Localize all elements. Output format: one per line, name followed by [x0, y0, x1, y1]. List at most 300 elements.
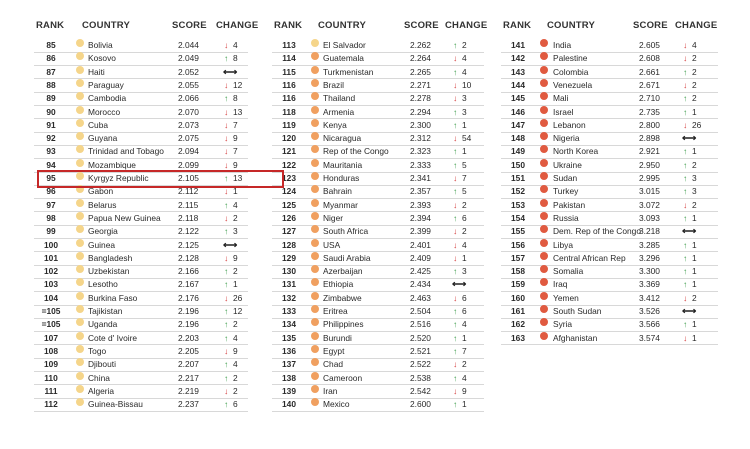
table-row — [505, 159, 730, 172]
score-cell: 2.237 — [178, 399, 199, 410]
arrow-down-icon: ↓ — [224, 385, 229, 396]
score-cell: 2.995 — [639, 173, 660, 183]
change-cell: 1 — [692, 239, 697, 250]
score-cell: 3.526 — [639, 306, 660, 316]
score-cell: 3.285 — [639, 239, 660, 250]
header-rank: RANK — [36, 20, 65, 31]
score-cell: 3.093 — [639, 212, 660, 223]
score-cell: 2.605 — [639, 40, 660, 50]
arrow-down-icon: ↓ — [683, 40, 688, 50]
score-cell: 2.608 — [639, 53, 660, 64]
country-cell: Trinidad and Tobago — [88, 146, 164, 157]
rank-cell: 116 — [282, 79, 296, 90]
score-cell: 2.300 — [410, 119, 431, 130]
score-cell: 2.393 — [410, 199, 431, 210]
arrow-down-icon: ↓ — [453, 173, 458, 183]
arrow-up-icon: ↑ — [224, 199, 229, 210]
header-country: COUNTRY — [82, 20, 131, 31]
rank-cell: 150 — [511, 159, 525, 170]
peace-level-dot — [76, 225, 84, 233]
rank-cell: 120 — [282, 133, 296, 144]
table-row — [38, 372, 260, 385]
score-cell: 2.357 — [410, 186, 431, 197]
table-row — [276, 79, 496, 92]
country-cell: Colombia — [553, 66, 589, 77]
score-cell: 2.075 — [178, 133, 199, 144]
country-cell: Guinea — [88, 239, 116, 250]
table-row — [276, 39, 496, 52]
change-cell: 6 — [233, 399, 238, 410]
table-row — [276, 292, 496, 305]
arrow-both-icon: ⟷ — [452, 279, 467, 291]
rank-cell: 108 — [44, 345, 58, 356]
arrow-up-icon: ↑ — [683, 239, 688, 250]
change-cell: 4 — [233, 199, 238, 210]
arrow-up-icon: ↑ — [683, 252, 688, 263]
arrow-up-icon: ↑ — [224, 226, 229, 237]
change-cell: 3 — [462, 266, 467, 277]
arrow-up-icon: ↑ — [453, 119, 458, 130]
score-cell: 2.196 — [178, 319, 199, 330]
peace-level-dot — [311, 185, 319, 193]
change-cell: 2 — [692, 79, 697, 90]
peace-level-dot — [76, 252, 84, 260]
header-change: CHANGE — [216, 20, 259, 31]
score-cell: 2.341 — [410, 173, 431, 183]
ranking-column-2 — [276, 0, 496, 449]
score-cell: 2.294 — [410, 106, 431, 117]
table-row — [505, 132, 730, 145]
score-cell: 2.264 — [410, 53, 431, 64]
country-cell: Nigeria — [553, 133, 580, 144]
change-cell: 12 — [233, 79, 243, 90]
arrow-up-icon: ↑ — [683, 266, 688, 277]
rank-cell: 161 — [511, 306, 525, 316]
country-cell: Turkey — [553, 186, 579, 197]
arrow-down-icon: ↓ — [224, 40, 229, 50]
country-cell: Djibouti — [88, 359, 116, 370]
arrow-both-icon: ⟷ — [682, 133, 697, 145]
country-cell: Iraq — [553, 279, 568, 290]
peace-level-dot — [311, 66, 319, 74]
rank-cell: 131 — [282, 279, 296, 290]
change-cell: 1 — [462, 146, 467, 157]
peace-level-dot — [540, 225, 548, 233]
arrow-down-icon: ↓ — [453, 93, 458, 104]
country-cell: Nicaragua — [323, 133, 362, 144]
score-cell: 2.262 — [410, 40, 431, 50]
arrow-up-icon: ↑ — [683, 319, 688, 330]
table-row — [38, 199, 260, 212]
score-cell: 2.205 — [178, 345, 199, 356]
rank-cell: 158 — [511, 266, 525, 277]
arrow-down-icon: ↓ — [224, 106, 229, 117]
table-row — [38, 345, 260, 358]
rank-cell: 93 — [46, 146, 56, 157]
score-cell: 2.265 — [410, 66, 431, 77]
score-cell: 2.176 — [178, 292, 199, 303]
country-cell: El Salvador — [323, 40, 366, 50]
peace-level-dot — [311, 106, 319, 114]
score-cell: 2.099 — [178, 159, 199, 170]
peace-level-dot — [76, 212, 84, 220]
score-cell: 2.399 — [410, 226, 431, 237]
change-cell: 4 — [462, 53, 467, 64]
country-cell: Thailand — [323, 93, 356, 104]
arrow-up-icon: ↑ — [224, 173, 229, 183]
table-row — [38, 318, 260, 331]
arrow-down-icon: ↓ — [453, 385, 458, 396]
change-cell: 4 — [233, 40, 238, 50]
country-cell: Guinea-Bissau — [88, 399, 143, 410]
peace-level-dot — [540, 52, 548, 60]
rank-cell: 91 — [46, 119, 56, 130]
rank-cell: 97 — [46, 199, 56, 210]
peace-level-dot — [540, 66, 548, 74]
country-cell: Papua New Guinea — [88, 212, 161, 223]
table-row — [38, 66, 260, 79]
header-rank: RANK — [274, 20, 303, 31]
table-row — [505, 106, 730, 119]
change-cell: 4 — [233, 359, 238, 370]
arrow-up-icon: ↑ — [224, 372, 229, 383]
peace-level-dot — [311, 385, 319, 393]
arrow-down-icon: ↓ — [453, 133, 458, 144]
rank-cell: 143 — [511, 66, 525, 77]
change-cell: 4 — [462, 319, 467, 330]
change-cell: 2 — [233, 385, 238, 396]
country-cell: Venezuela — [553, 79, 593, 90]
score-cell: 2.271 — [410, 79, 431, 90]
country-cell: Paraguay — [88, 79, 124, 90]
change-cell: 1 — [692, 146, 697, 157]
table-row — [276, 318, 496, 331]
score-cell: 2.921 — [639, 146, 660, 157]
country-cell: Uganda — [88, 319, 118, 330]
rank-cell: 146 — [511, 106, 525, 117]
change-cell: 2 — [692, 159, 697, 170]
score-cell: 2.504 — [410, 306, 431, 316]
change-cell: 2 — [462, 199, 467, 210]
peace-level-dot — [311, 278, 319, 286]
peace-level-dot — [76, 305, 84, 313]
peace-level-dot — [311, 159, 319, 167]
arrow-up-icon: ↑ — [224, 306, 229, 316]
arrow-down-icon: ↓ — [453, 292, 458, 303]
peace-level-dot — [540, 145, 548, 153]
table-row — [276, 358, 496, 371]
rank-cell: 126 — [282, 212, 296, 223]
score-cell: 3.566 — [639, 319, 660, 330]
country-cell: Lesotho — [88, 279, 118, 290]
change-cell: 13 — [233, 106, 243, 117]
country-cell: Dem. Rep of the Congo — [553, 226, 641, 237]
peace-level-dot — [76, 145, 84, 153]
country-cell: Cote d' Ivoire — [88, 332, 138, 343]
score-cell: 2.409 — [410, 252, 431, 263]
rank-cell: 118 — [282, 106, 296, 117]
country-cell: Cambodia — [88, 93, 127, 104]
country-cell: Burundi — [323, 332, 352, 343]
table-row — [38, 252, 260, 265]
table-row — [38, 79, 260, 92]
header-score: SCORE — [404, 20, 439, 31]
change-cell: 9 — [233, 159, 238, 170]
header-country: COUNTRY — [547, 20, 596, 31]
table-row — [276, 212, 496, 225]
rank-cell: 128 — [282, 239, 296, 250]
arrow-down-icon: ↓ — [453, 359, 458, 370]
arrow-up-icon: ↑ — [683, 146, 688, 157]
change-cell: 8 — [233, 53, 238, 64]
score-cell: 3.369 — [639, 279, 660, 290]
change-cell: 4 — [233, 332, 238, 343]
arrow-up-icon: ↑ — [453, 146, 458, 157]
arrow-up-icon: ↑ — [224, 359, 229, 370]
peace-level-dot — [76, 265, 84, 273]
score-cell: 2.094 — [178, 146, 199, 157]
country-cell: Bolivia — [88, 40, 113, 50]
peace-level-dot — [540, 265, 548, 273]
country-cell: Mexico — [323, 399, 350, 410]
change-cell: 26 — [692, 119, 702, 130]
table-row — [38, 358, 260, 371]
rank-cell: 130 — [282, 266, 296, 277]
score-cell: 2.600 — [410, 399, 431, 410]
change-cell: 1 — [692, 106, 697, 117]
rank-cell: 112 — [44, 399, 58, 410]
change-cell: 2 — [692, 66, 697, 77]
table-row — [505, 79, 730, 92]
rank-cell: 154 — [511, 212, 525, 223]
score-cell: 2.073 — [178, 119, 199, 130]
country-cell: Mali — [553, 93, 569, 104]
peace-level-dot — [311, 398, 319, 406]
change-cell: 4 — [462, 66, 467, 77]
country-cell: Saudi Arabia — [323, 252, 371, 263]
country-cell: Israel — [553, 106, 574, 117]
change-cell: 1 — [462, 252, 467, 263]
score-cell: 2.219 — [178, 385, 199, 396]
rank-cell: 100 — [44, 239, 58, 250]
table-row — [38, 119, 260, 132]
change-cell: 1 — [692, 279, 697, 290]
score-cell: 2.052 — [178, 66, 199, 77]
country-cell: Belarus — [88, 199, 117, 210]
rank-cell: 113 — [282, 40, 296, 50]
score-cell: 2.463 — [410, 292, 431, 303]
country-cell: Tajikistan — [88, 306, 123, 316]
country-cell: Kosovo — [88, 53, 116, 64]
table-row — [276, 239, 496, 252]
table-row — [276, 106, 496, 119]
change-cell: 9 — [233, 345, 238, 356]
rank-cell: 162 — [511, 319, 525, 330]
peace-level-dot — [76, 318, 84, 326]
table-row — [505, 185, 730, 198]
score-cell: 2.333 — [410, 159, 431, 170]
change-cell: 6 — [462, 212, 467, 223]
score-cell: 3.072 — [639, 199, 660, 210]
score-cell: 3.574 — [639, 332, 660, 343]
rank-cell: 123 — [282, 173, 296, 183]
table-row — [38, 212, 260, 225]
rank-cell: 114 — [282, 53, 296, 64]
rank-cell: 86 — [46, 53, 56, 64]
change-cell: 1 — [692, 252, 697, 263]
arrow-down-icon: ↓ — [224, 159, 229, 170]
table-row — [505, 332, 730, 345]
peace-level-dot — [76, 292, 84, 300]
score-cell: 2.425 — [410, 266, 431, 277]
peace-level-dot — [540, 278, 548, 286]
arrow-up-icon: ↑ — [453, 66, 458, 77]
table-row — [505, 318, 730, 331]
peace-level-dot — [76, 39, 84, 47]
rank-cell: 127 — [282, 226, 296, 237]
score-cell: 2.401 — [410, 239, 431, 250]
change-cell: 8 — [233, 93, 238, 104]
rank-cell: 132 — [282, 292, 296, 303]
peace-level-dot — [76, 345, 84, 353]
arrow-up-icon: ↑ — [683, 93, 688, 104]
arrow-down-icon: ↓ — [224, 79, 229, 90]
score-cell: 2.800 — [639, 119, 660, 130]
country-cell: Honduras — [323, 173, 360, 183]
rank-cell: 102 — [44, 266, 58, 277]
peace-level-dot — [311, 145, 319, 153]
country-cell: Lebanon — [553, 119, 586, 130]
peace-level-dot — [311, 199, 319, 207]
arrow-up-icon: ↑ — [683, 212, 688, 223]
country-cell: Iran — [323, 385, 338, 396]
country-cell: Syria — [553, 319, 573, 330]
table-row — [38, 106, 260, 119]
rank-cell: 151 — [511, 173, 525, 183]
arrow-down-icon: ↓ — [224, 212, 229, 223]
country-cell: Morocco — [88, 106, 121, 117]
country-cell: Myanmar — [323, 199, 358, 210]
score-cell: 3.296 — [639, 252, 660, 263]
peace-level-dot — [540, 292, 548, 300]
score-cell: 2.055 — [178, 79, 199, 90]
change-cell: 10 — [462, 79, 472, 90]
change-cell: 26 — [233, 292, 243, 303]
change-cell: 2 — [692, 93, 697, 104]
peace-level-dot — [311, 252, 319, 260]
rank-cell: 139 — [282, 385, 296, 396]
arrow-up-icon: ↑ — [683, 106, 688, 117]
change-cell: 1 — [462, 399, 467, 410]
change-cell: 4 — [462, 239, 467, 250]
arrow-up-icon: ↑ — [683, 173, 688, 183]
arrow-up-icon: ↑ — [453, 266, 458, 277]
header-change: CHANGE — [445, 20, 488, 31]
rank-cell: 103 — [44, 279, 58, 290]
table-row — [38, 278, 260, 291]
table-row — [505, 252, 730, 265]
country-cell: Palestine — [553, 53, 588, 64]
score-cell: 2.434 — [410, 279, 431, 290]
change-cell: 4 — [462, 372, 467, 383]
score-cell: 2.661 — [639, 66, 660, 77]
country-cell: Azerbaijan — [323, 266, 363, 277]
peace-level-dot — [540, 92, 548, 100]
arrow-down-icon: ↓ — [683, 53, 688, 64]
score-cell: 2.066 — [178, 93, 199, 104]
rank-cell: 144 — [511, 79, 525, 90]
country-cell: Yemen — [553, 292, 579, 303]
country-cell: Bahrain — [323, 186, 352, 197]
score-cell: 2.538 — [410, 372, 431, 383]
rank-cell: 159 — [511, 279, 525, 290]
score-cell: 3.218 — [639, 226, 660, 237]
arrow-up-icon: ↑ — [683, 159, 688, 170]
peace-level-dot — [540, 239, 548, 247]
rank-cell: 116 — [282, 93, 296, 104]
arrow-down-icon: ↓ — [224, 292, 229, 303]
table-row — [505, 52, 730, 65]
arrow-up-icon: ↑ — [453, 159, 458, 170]
table-row — [276, 66, 496, 79]
table-row — [38, 225, 260, 238]
table-row — [505, 172, 730, 185]
table-row — [38, 52, 260, 65]
table-row — [505, 225, 730, 238]
peace-level-dot — [540, 252, 548, 260]
table-row — [38, 305, 260, 318]
rank-cell: 119 — [282, 119, 296, 130]
arrow-up-icon: ↑ — [453, 399, 458, 410]
rank-cell: 85 — [46, 40, 56, 50]
table-row — [276, 332, 496, 345]
arrow-up-icon: ↑ — [453, 106, 458, 117]
peace-level-dot — [76, 332, 84, 340]
country-cell: Guyana — [88, 133, 118, 144]
table-row — [38, 239, 260, 252]
arrow-both-icon: ⟷ — [223, 239, 238, 251]
rank-cell: 90 — [46, 106, 56, 117]
rank-cell: 142 — [511, 53, 525, 64]
table-row — [505, 92, 730, 105]
peace-level-dot — [540, 332, 548, 340]
arrow-down-icon: ↓ — [453, 79, 458, 90]
country-cell: Afghanistan — [553, 332, 598, 343]
rank-cell: 157 — [511, 252, 525, 263]
score-cell: 2.203 — [178, 332, 199, 343]
change-cell: 4 — [692, 40, 697, 50]
rank-cell: 92 — [46, 133, 56, 144]
rank-cell: =105 — [41, 306, 61, 316]
score-cell: 2.112 — [178, 186, 199, 197]
change-cell: 1 — [692, 332, 697, 343]
score-cell: 2.118 — [178, 212, 199, 223]
peace-level-dot — [540, 79, 548, 87]
table-row — [505, 265, 730, 278]
rank-cell: 129 — [282, 252, 296, 263]
change-cell: 3 — [692, 186, 697, 197]
change-cell: 3 — [692, 173, 697, 183]
score-cell: 2.278 — [410, 93, 431, 104]
country-cell: Zimbabwe — [323, 292, 362, 303]
table-row — [276, 185, 496, 198]
change-cell: 2 — [462, 226, 467, 237]
country-cell: Libya — [553, 239, 574, 250]
arrow-up-icon: ↑ — [453, 319, 458, 330]
score-cell: 3.412 — [639, 292, 660, 303]
arrow-down-icon: ↓ — [683, 332, 688, 343]
table-row — [38, 92, 260, 105]
